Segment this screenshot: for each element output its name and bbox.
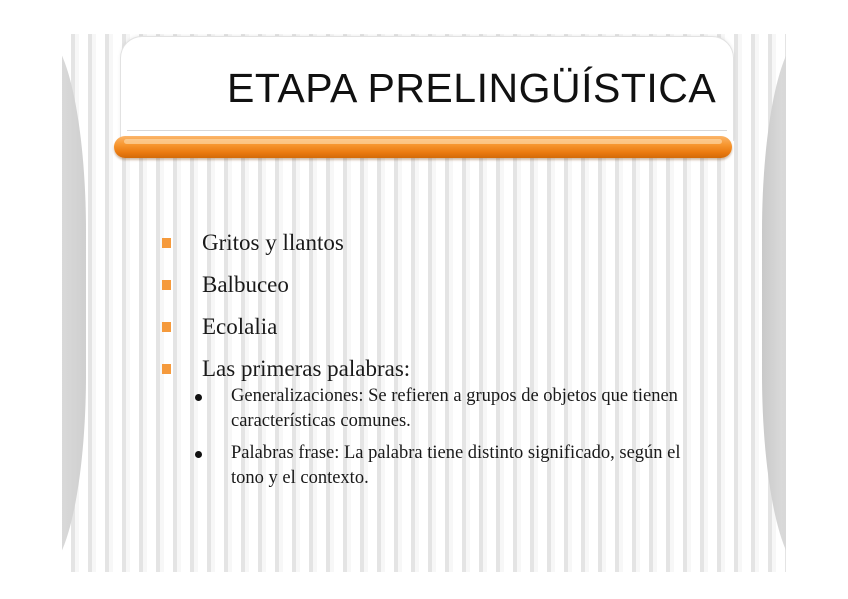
sub-bullet-text: Generalizaciones: Se refieren a grupos de objetos que tienen características comunes. <box>231 386 678 431</box>
bullet-text: Ecolalia <box>202 314 278 339</box>
title-box <box>120 36 734 141</box>
square-bullet-icon <box>162 364 171 374</box>
bullet-item <box>160 312 740 354</box>
square-bullet-icon <box>162 238 171 248</box>
round-bullet-icon <box>195 394 202 401</box>
square-bullet-icon <box>162 280 171 290</box>
bullet-text: Gritos y llantos <box>202 230 344 255</box>
left-decorative-bar <box>62 34 86 572</box>
slide <box>62 34 786 572</box>
right-decorative-bar <box>762 34 786 572</box>
sub-bullet-item <box>193 384 703 434</box>
bullet-item <box>160 354 740 386</box>
bullet-text: Balbuceo <box>202 272 289 297</box>
bullet-list <box>160 228 740 386</box>
square-bullet-icon <box>162 322 171 332</box>
bullet-text: Las primeras palabras: <box>202 356 411 381</box>
sub-bullet-text: Palabras frase: La palabra tiene distinto significado, según el tono y el contexto. <box>231 443 681 488</box>
slide-title: ETAPA PRELINGÜÍSTICA <box>227 65 717 111</box>
title-underline-bar <box>114 136 732 158</box>
bullet-item <box>160 228 740 270</box>
sub-bullet-item <box>193 441 703 491</box>
bullet-item <box>160 270 740 312</box>
round-bullet-icon <box>195 451 202 458</box>
sub-bullet-list <box>193 384 703 498</box>
